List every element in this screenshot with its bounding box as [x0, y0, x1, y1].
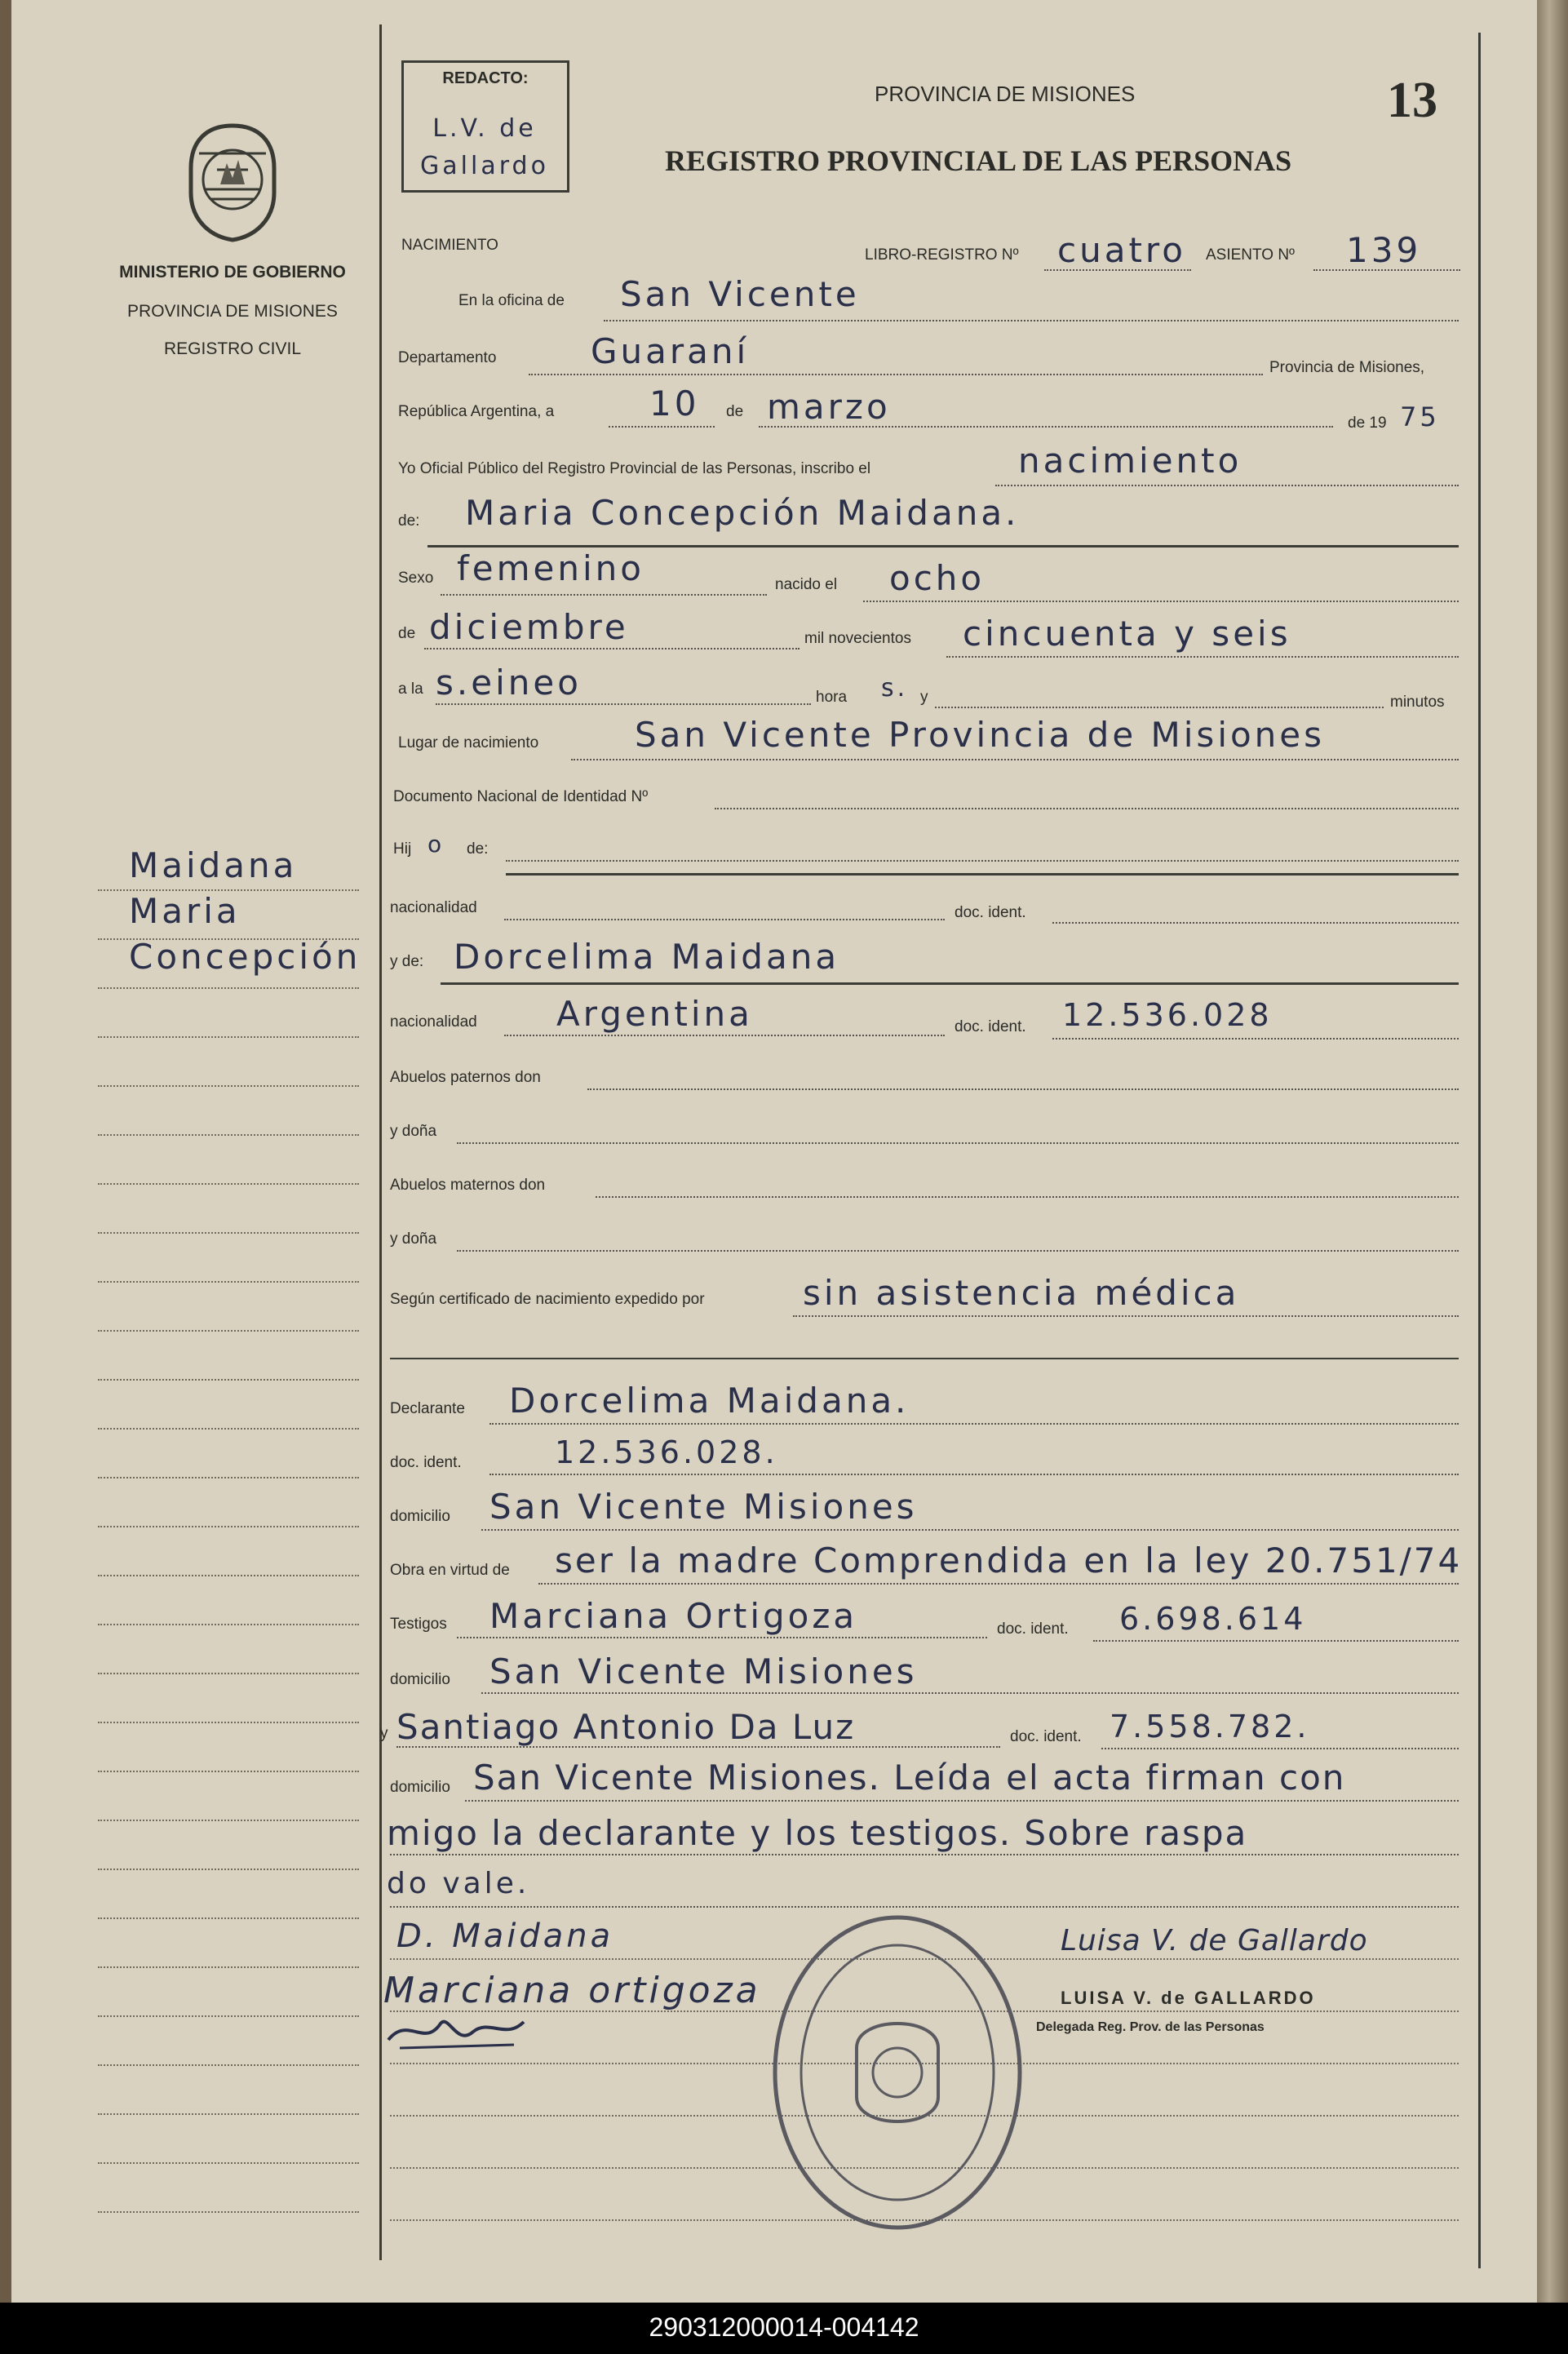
doc1-label: doc. ident. [955, 904, 1026, 921]
declarante-dots [489, 1423, 1459, 1425]
lugar-dots [571, 759, 1459, 760]
domicilio1-value: San Vicente Misiones [489, 1487, 918, 1527]
margin-ruled-line [98, 1281, 359, 1283]
margin-ruled-line [98, 1477, 359, 1478]
certificado-label: Según certificado de nacimiento expedido por [390, 1291, 705, 1308]
anio-value: 75 [1400, 401, 1440, 432]
asiento-dots [1313, 269, 1460, 271]
nac2-value: Argentina [556, 994, 753, 1034]
oficial-value: nacimiento [1018, 441, 1242, 481]
province-heading: PROVINCIA DE MISIONES [127, 302, 338, 321]
redacto-box [401, 60, 569, 193]
doc5-dots [1101, 1748, 1459, 1749]
ala-value: s.eineo [436, 663, 582, 703]
nac2-dots [504, 1035, 945, 1036]
libro-label: LIBRO-REGISTRO Nº [865, 246, 1019, 264]
anio-nac-dots [946, 656, 1459, 658]
margin-ruled-line [98, 2113, 359, 2115]
official-name: LUISA V. de GALLARDO [1061, 1988, 1316, 2008]
margin-ruled-line [98, 1379, 359, 1381]
ydona2-dots [457, 1250, 1459, 1252]
margin-ruled-line [98, 2162, 359, 2164]
doc2-value: 12.536.028 [1062, 997, 1273, 1033]
mes-value: marzo [767, 387, 891, 427]
cont1-dots [390, 1854, 1459, 1855]
margin-ruled-line [98, 1869, 359, 1870]
asiento-value: 139 [1346, 230, 1422, 270]
civil-heading: REGISTRO CIVIL [163, 339, 302, 358]
margin-ruled-line [98, 1036, 359, 1038]
redacto-name: L.V. de Gallardo [420, 114, 549, 180]
mes-nac-dots [424, 648, 800, 649]
testigo1-value: Marciana Ortigoza [489, 1596, 858, 1636]
dia-value: 10 [649, 383, 700, 423]
doc2-dots [1052, 1038, 1459, 1040]
ala-dots [436, 703, 811, 705]
margin-ruled-line [98, 2064, 359, 2066]
second-witness-signature-icon [383, 2007, 530, 2056]
margin-ruled-line [98, 1575, 359, 1576]
anio-nac-value: cincuenta y seis [963, 614, 1291, 654]
lugar-label: Lugar de nacimiento [398, 734, 539, 751]
madre-value: Dorcelima Maidana [454, 937, 840, 977]
margin-ruled-line [98, 1771, 359, 1772]
margin-ruled-line [98, 1673, 359, 1674]
margin-firstname: Maria [129, 891, 241, 931]
domicilio3-label: domicilio [390, 1779, 450, 1796]
minutos-dots [935, 707, 1384, 708]
margin-ruled-line [98, 2211, 359, 2213]
testigo-signature: Marciana ortigoza [383, 1970, 761, 2011]
margin-ruled-line [98, 1330, 359, 1332]
margin-rule [379, 24, 382, 2260]
declarante-value: Dorcelima Maidana. [509, 1381, 910, 1421]
official-title: Delegada Reg. Prov. de las Personas [1036, 2020, 1265, 2034]
nac1-label: nacionalidad [390, 899, 477, 916]
hora-label: hora [816, 689, 848, 706]
doc3-label: doc. ident. [390, 1454, 462, 1471]
hora-value: s. [881, 674, 909, 703]
hijo-dots [506, 860, 1459, 862]
doc4-dots [1093, 1640, 1459, 1642]
nacimiento-label: NACIMIENTO [401, 237, 498, 254]
ala-label: a la [398, 680, 423, 698]
margin-ruled-line [98, 1917, 359, 1919]
nacido-dots [863, 601, 1459, 602]
oficina-value: San Vicente [620, 274, 860, 314]
republica-label: República Argentina, a [398, 403, 555, 420]
domicilio1-label: domicilio [390, 1508, 450, 1525]
page-title: REGISTRO PROVINCIAL DE LAS PERSONAS [665, 144, 1292, 177]
ydona1-label: y doña [390, 1123, 437, 1140]
margin-ruled-line [98, 1183, 359, 1185]
testigo2-dots [396, 1746, 1000, 1748]
y2-label: y [380, 1725, 388, 1742]
cont2-dots [390, 1906, 1459, 1908]
margin-ruled-line [98, 1526, 359, 1527]
doc3-value: 12.536.028. [555, 1434, 778, 1470]
sexo-label: Sexo [398, 570, 434, 587]
testigo2-value: Santiago Antonio Da Luz [396, 1707, 856, 1747]
asiento-label: ASIENTO Nº [1206, 246, 1295, 264]
provincia-label: Provincia de Misiones, [1269, 359, 1425, 376]
dia-dots [609, 426, 715, 428]
hijo-de-label: de: [467, 840, 489, 858]
de-label: de [726, 403, 744, 420]
departamento-label: Departamento [398, 349, 497, 366]
mes-dots [759, 426, 1333, 428]
departamento-dots [529, 374, 1263, 375]
libro-value: cuatro [1057, 230, 1186, 270]
doc2-label: doc. ident. [955, 1018, 1026, 1035]
dni-dots [715, 808, 1459, 809]
margin-ruled-line [98, 938, 359, 940]
doc3-dots [489, 1474, 1459, 1475]
margin-ruled-line [98, 1085, 359, 1087]
domicilio3-dots [465, 1800, 1459, 1802]
document-id: 290312000014-004142 [649, 2312, 919, 2342]
testigo1-dots [457, 1637, 987, 1638]
lugar-value: San Vicente Provincia de Misiones [635, 715, 1326, 755]
sexo-value: femenino [457, 548, 644, 588]
obra-dots [538, 1583, 1459, 1585]
domicilio2-label: domicilio [390, 1671, 450, 1688]
domicilio1-dots [481, 1529, 1459, 1531]
dni-label: Documento Nacional de Identidad Nº [393, 788, 649, 805]
doc4-value: 6.698.614 [1119, 1601, 1307, 1637]
margin-ruled-line [98, 889, 359, 891]
abuelos-p-dots [587, 1088, 1459, 1090]
doc5-value: 7.558.782. [1110, 1709, 1310, 1744]
certificado-value: sin asistencia médica [803, 1273, 1240, 1313]
domicilio3-value: San Vicente Misiones. Leída el acta firman con [473, 1758, 1346, 1798]
page-edge [1537, 0, 1568, 2303]
margin-ruled-line [98, 1966, 359, 1968]
province-emblem-icon [181, 121, 284, 243]
domicilio2-dots [481, 1692, 1459, 1694]
margin-surname: Maidana [129, 845, 298, 885]
margin-ruled-line [98, 987, 359, 989]
obra-label: Obra en virtud de [390, 1562, 510, 1579]
nombre-value: Maria Concepción Maidana. [465, 493, 1020, 533]
margin-ruled-line [98, 2015, 359, 2017]
oficina-label: En la oficina de [458, 292, 565, 309]
hijo-label: Hij [393, 840, 412, 858]
abuelos-m-label: Abuelos maternos don [390, 1177, 546, 1194]
nac1-dots [504, 919, 945, 920]
margin-ruled-line [98, 1232, 359, 1234]
margin-ruled-line [98, 1134, 359, 1136]
ydona1-dots [457, 1142, 1459, 1144]
sexo-dots [441, 594, 767, 596]
continuation-line2: do vale. [387, 1867, 530, 1900]
doc4-label: doc. ident. [997, 1620, 1069, 1638]
de3-label: de [398, 625, 416, 642]
right-rule [1478, 33, 1481, 2268]
margin-ruled-line [98, 1820, 359, 1821]
oficial-signature: Luisa V. de Gallardo [1061, 1924, 1368, 1957]
yde-label: y de: [390, 953, 424, 970]
page-number: 13 [1387, 73, 1437, 128]
de2-label: de: [398, 512, 420, 530]
mil-label: mil novecientos [804, 630, 911, 647]
footer-strip [0, 2303, 1568, 2354]
declarante-label: Declarante [390, 1400, 465, 1417]
mes-nac-value: diciembre [429, 607, 629, 647]
departamento-value: Guaraní [591, 331, 750, 371]
margin-ruled-line [98, 1624, 359, 1625]
hijo-value: o [427, 831, 445, 858]
margin-secondname: Concepción [129, 937, 361, 977]
oficial-label: Yo Oficial Público del Registro Provincial de las Personas, inscribo el [398, 460, 871, 477]
nombre-line [427, 545, 1459, 547]
hijo-line [506, 873, 1459, 876]
domicilio2-value: San Vicente Misiones [489, 1651, 918, 1691]
abuelos-p-label: Abuelos paternos don [390, 1069, 541, 1086]
y-label: y [920, 689, 928, 706]
libro-dots [1044, 269, 1191, 271]
redacto-label: REDACTO: [442, 69, 529, 87]
doc5-label: doc. ident. [1010, 1728, 1082, 1745]
provincia-heading: PROVINCIA DE MISIONES [875, 82, 1136, 106]
margin-ruled-line [98, 1722, 359, 1723]
nac2-label: nacionalidad [390, 1013, 477, 1031]
doc1-dots [1052, 922, 1459, 924]
official-seal-icon [767, 1909, 1028, 2236]
oficial-dots [995, 485, 1459, 486]
margin-ruled-line [98, 1428, 359, 1430]
ydona2-label: y doña [390, 1230, 437, 1248]
certificado-dots [793, 1315, 1459, 1317]
nacido-label: nacido el [775, 576, 838, 593]
certificado-line [390, 1358, 1459, 1359]
oficina-dots [604, 320, 1459, 321]
minutos-label: minutos [1390, 694, 1445, 711]
anio-label: de 19 [1348, 414, 1387, 432]
continuation-line1: migo la declarante y los testigos. Sobre raspa [387, 1813, 1248, 1853]
declarante-signature: D. Maidana [396, 1917, 614, 1955]
madre-line [441, 982, 1459, 985]
testigos-label: Testigos [390, 1616, 447, 1633]
abuelos-m-dots [596, 1196, 1459, 1198]
obra-value: ser la madre Comprendida en la ley 20.751/74 [555, 1541, 1463, 1580]
ministry-heading: MINISTERIO DE GOBIERNO [119, 263, 346, 282]
nacido-value: ocho [889, 558, 986, 598]
